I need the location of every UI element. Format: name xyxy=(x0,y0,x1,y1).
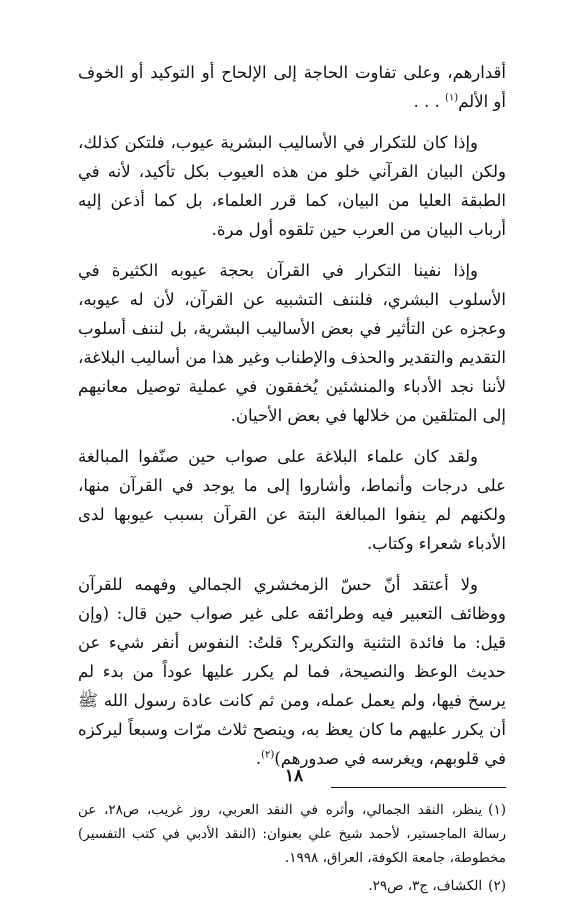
paragraph-3-text: وإذا نفينا التكرار في القرآن بحجة عيوبه الكثيرة في الأسلوب البشري، فلننف التشبيه عن القرآن، لأن له عيوبه، وعجزه عن التأثير في بعض الأساليب البشرية، بل لننف أسلوب التقديم والتقدير والحذف والإطناب وغير هذا من أساليب البلاغة، لأننا نجد الأدباء والمنشئين يُخفقون في عملية توصيل معانيهم إلى المتلقين من خلالها في بعض الأحيان. xyxy=(78,261,506,425)
paragraph-4 xyxy=(78,442,506,558)
paragraph-1-tail: . . . xyxy=(413,92,445,111)
paragraph-5 xyxy=(78,570,506,773)
paragraph-1-text: أقدارهم، وعلى تفاوت الحاجة إلى الإلحاح أو التوكيد أو الخوف أو الألم xyxy=(78,63,506,111)
footnote-2-text: الكشاف، ج٣، ص٢٩. xyxy=(368,878,483,894)
footnote-divider xyxy=(331,787,506,788)
body-text xyxy=(78,58,506,773)
paragraph-5-tail: . xyxy=(255,749,262,768)
paragraph-5-text: ولا أعتقد أنّ حسّ الزمخشري الجمالي وفهمه للقرآن ووظائف التعبير فيه وطرائقه على غير صواب حين قال: (وإن قيل: ما فائدة التثنية والتكرير؟ قلتُ: النفوس أنفر شيء عن حديث الوعظ والنصيحة، فما لم يكرر عليها عوداً من بدء لم يرسخ فيها، ولم يعمل عمله، ومن ثم كانت عادة رسول الله ﷺ أن يكرر عليهم ما كان يعظ به، وينصح ثلاث مرّات وسبعاً ليركزه في قلوبهم، ويغرسه في صدورهم) xyxy=(78,575,506,768)
footnote-ref-2: (٢) xyxy=(261,749,275,761)
paragraph-2-text: وإذا كان للتكرار في الأساليب البشرية عيوب، فلتكن كذلك، ولكن البيان القرآني خلو من هذه العيوب بكل تأكيد، لأنه في الطبقة العليا من البيان، كما قرر العلماء، بل كما أذعن إليه أرباب البيان من العرب حين تلقوه أول مرة. xyxy=(78,133,506,239)
footnote-2 xyxy=(78,874,506,898)
footnote-ref-1: (١) xyxy=(445,92,459,104)
page-number: ١٨ xyxy=(284,766,304,786)
footnote-1-text: ينظر، النقد الجمالي، وأثره في النقد العربي، روز غريب، ص٢٨، عن رسالة الماجستير، لأحمد شيخ علي بعنوان: (النقد الأدبي في كتب التفسير) مخطوطة، جامعة الكوفة، العراق، ١٩٩٨. xyxy=(78,802,506,866)
footnote-2-number: (٢) xyxy=(488,878,506,894)
paragraph-2 xyxy=(78,128,506,244)
footnotes xyxy=(78,798,506,898)
paragraph-3 xyxy=(78,256,506,430)
footnote-1 xyxy=(78,798,506,870)
footnote-1-number: (١) xyxy=(488,802,506,818)
paragraph-4-text: ولقد كان علماء البلاغة على صواب حين صنّفوا المبالغة على درجات وأنماط، وأشاروا إلى ما يوجد في القرآن منها، ولكنهم لم ينفوا المبالغة البتة عن القرآن بسبب عيوبها لدى الأدباء شعراء وكتاب. xyxy=(78,447,506,553)
paragraph-1 xyxy=(78,58,506,116)
